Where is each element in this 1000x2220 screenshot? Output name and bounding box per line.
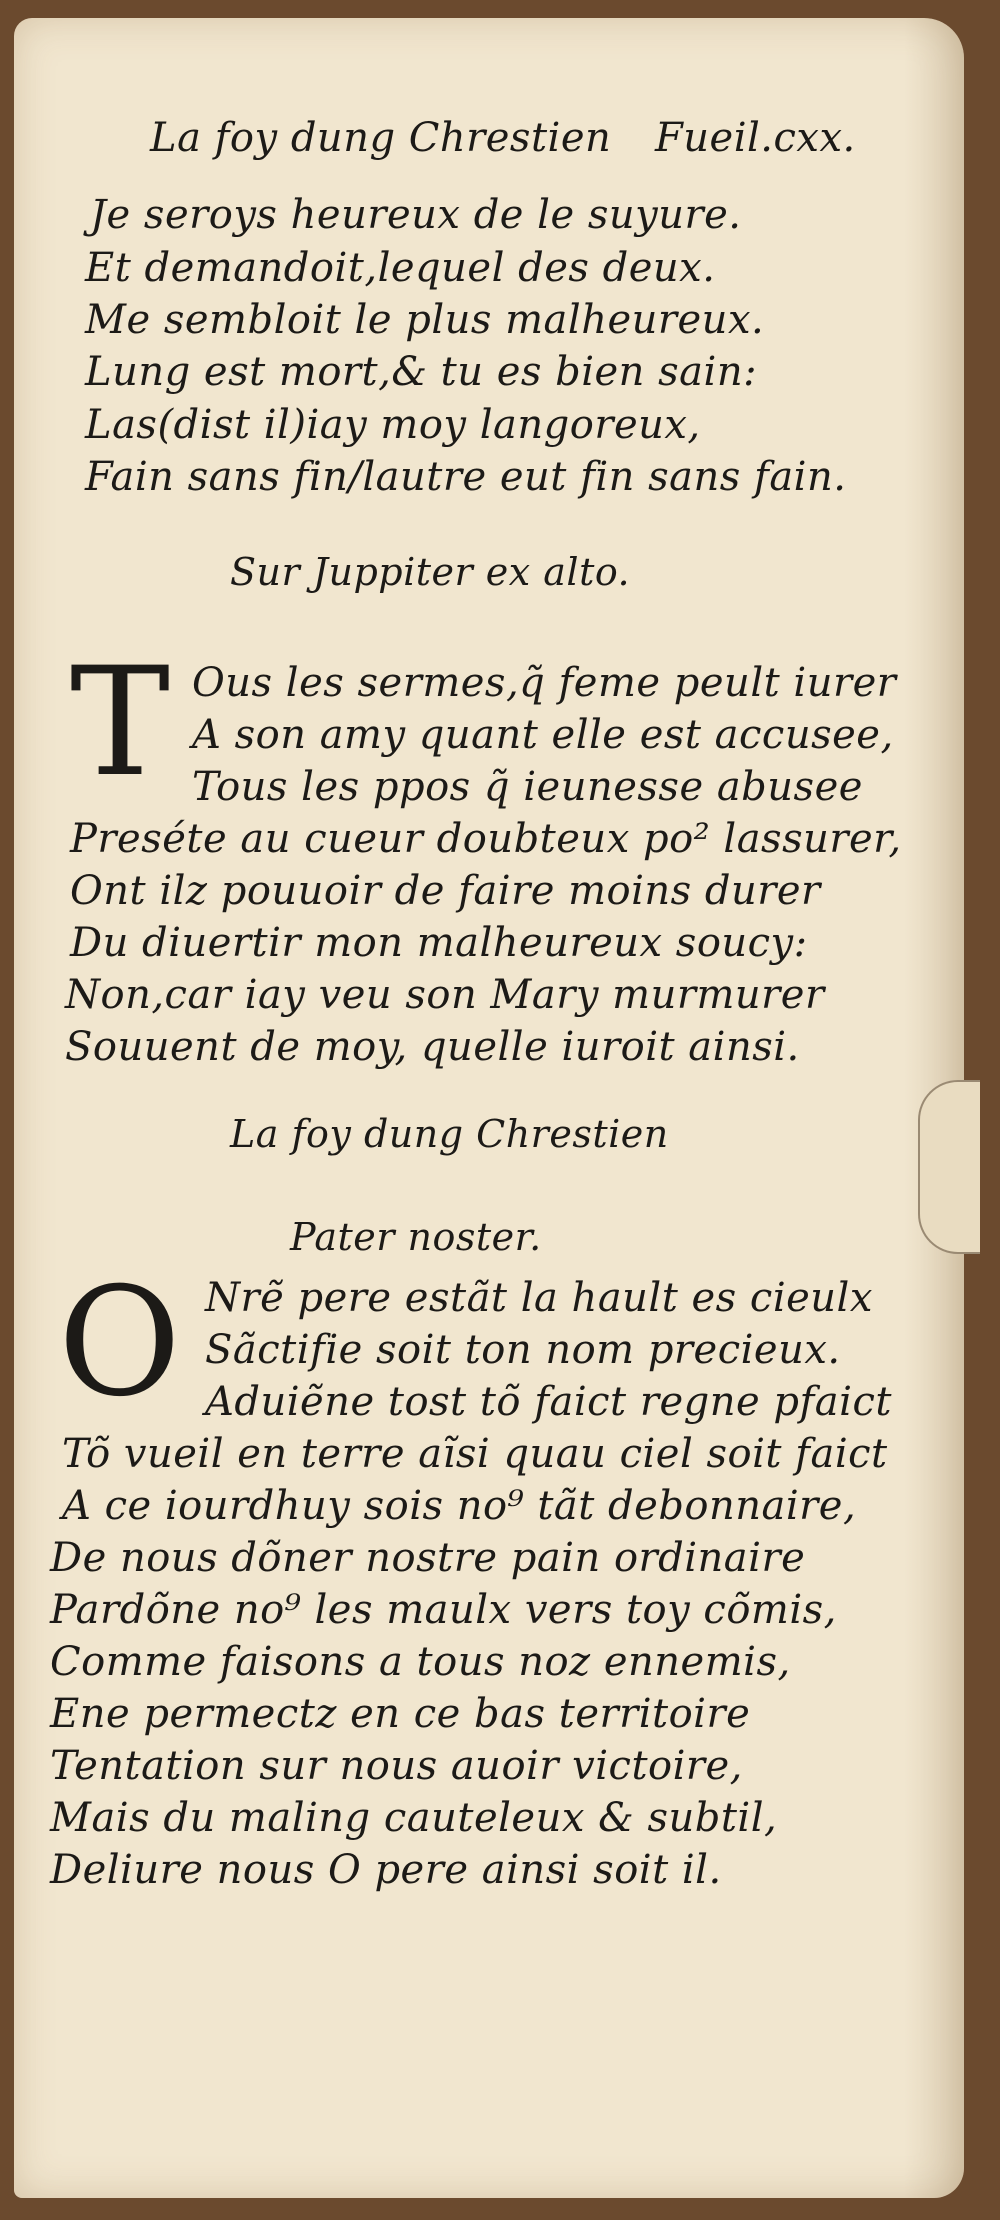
verse-line: Aduiẽne tost tõ faict regne pfaict bbox=[205, 1379, 892, 1425]
verse-line: Non,car iay veu son Mary murmurer bbox=[65, 972, 825, 1018]
folio-number: Fueil.cxx. bbox=[655, 115, 856, 161]
verse-line: Sãctifie soit ton nom precieux. bbox=[205, 1327, 841, 1373]
verse-line: Tentation sur nous auoir victoire, bbox=[50, 1743, 743, 1789]
verse-line: Las(dist il)iay moy langoreux, bbox=[85, 402, 701, 448]
verse-line: Ous les sermes,q̃ feme peult iurer bbox=[192, 660, 897, 706]
drop-cap: T bbox=[70, 636, 171, 810]
section-title: Pater noster. bbox=[290, 1215, 542, 1259]
verse-line: Comme faisons a tous noz ennemis, bbox=[50, 1639, 791, 1685]
verse-line: A ce iourdhuy sois no⁹ tãt debonnaire, bbox=[62, 1483, 857, 1529]
verse-line: Souuent de moy, quelle iuroit ainsi. bbox=[65, 1024, 800, 1070]
verse-line: Du diuertir mon malheureux soucy: bbox=[70, 920, 808, 966]
verse-line: Lung est mort,& tu es bien sain: bbox=[85, 349, 758, 395]
verse-line: Deliure nous O pere ainsi soit il. bbox=[50, 1847, 722, 1893]
verse-line: Me sembloit le plus malheureux. bbox=[85, 297, 765, 343]
verse-line: Fain sans fin/lautre eut fin sans fain. bbox=[85, 454, 847, 500]
verse-line: Je seroys heureux de le suyure. bbox=[90, 192, 742, 238]
verse-line: Ene permectz en ce bas territoire bbox=[50, 1691, 751, 1737]
verse-line: Ont ilz pouuoir de faire moins durer bbox=[70, 868, 821, 914]
verse-line: Tõ vueil en terre aĩsi quau ciel soit faict bbox=[62, 1431, 888, 1477]
page-tab bbox=[918, 1080, 980, 1254]
verse-line: Pardõne no⁹ les maulx vers toy cõmis, bbox=[50, 1587, 837, 1633]
drop-cap: O bbox=[58, 1256, 181, 1430]
running-title: La foy dung Chrestien bbox=[150, 115, 612, 161]
verse-line: Tous les ppos q̃ ieunesse abusee bbox=[192, 764, 863, 810]
verse-line: Nrẽ pere estãt la hault es cieulx bbox=[205, 1275, 873, 1321]
verse-line: A son amy quant elle est accusee, bbox=[192, 712, 894, 758]
verse-line: Mais du maling cauteleux & subtil, bbox=[50, 1795, 778, 1841]
running-title-repeat: La foy dung Chrestien bbox=[230, 1112, 669, 1156]
verse-line: Et demandoit,lequel des deux. bbox=[85, 245, 716, 291]
section-title: Sur Juppiter ex alto. bbox=[230, 550, 631, 594]
verse-line: De nous dõner nostre pain ordinaire bbox=[50, 1535, 806, 1581]
verse-line: Preséte au cueur doubteux po² lassurer, bbox=[70, 816, 902, 862]
